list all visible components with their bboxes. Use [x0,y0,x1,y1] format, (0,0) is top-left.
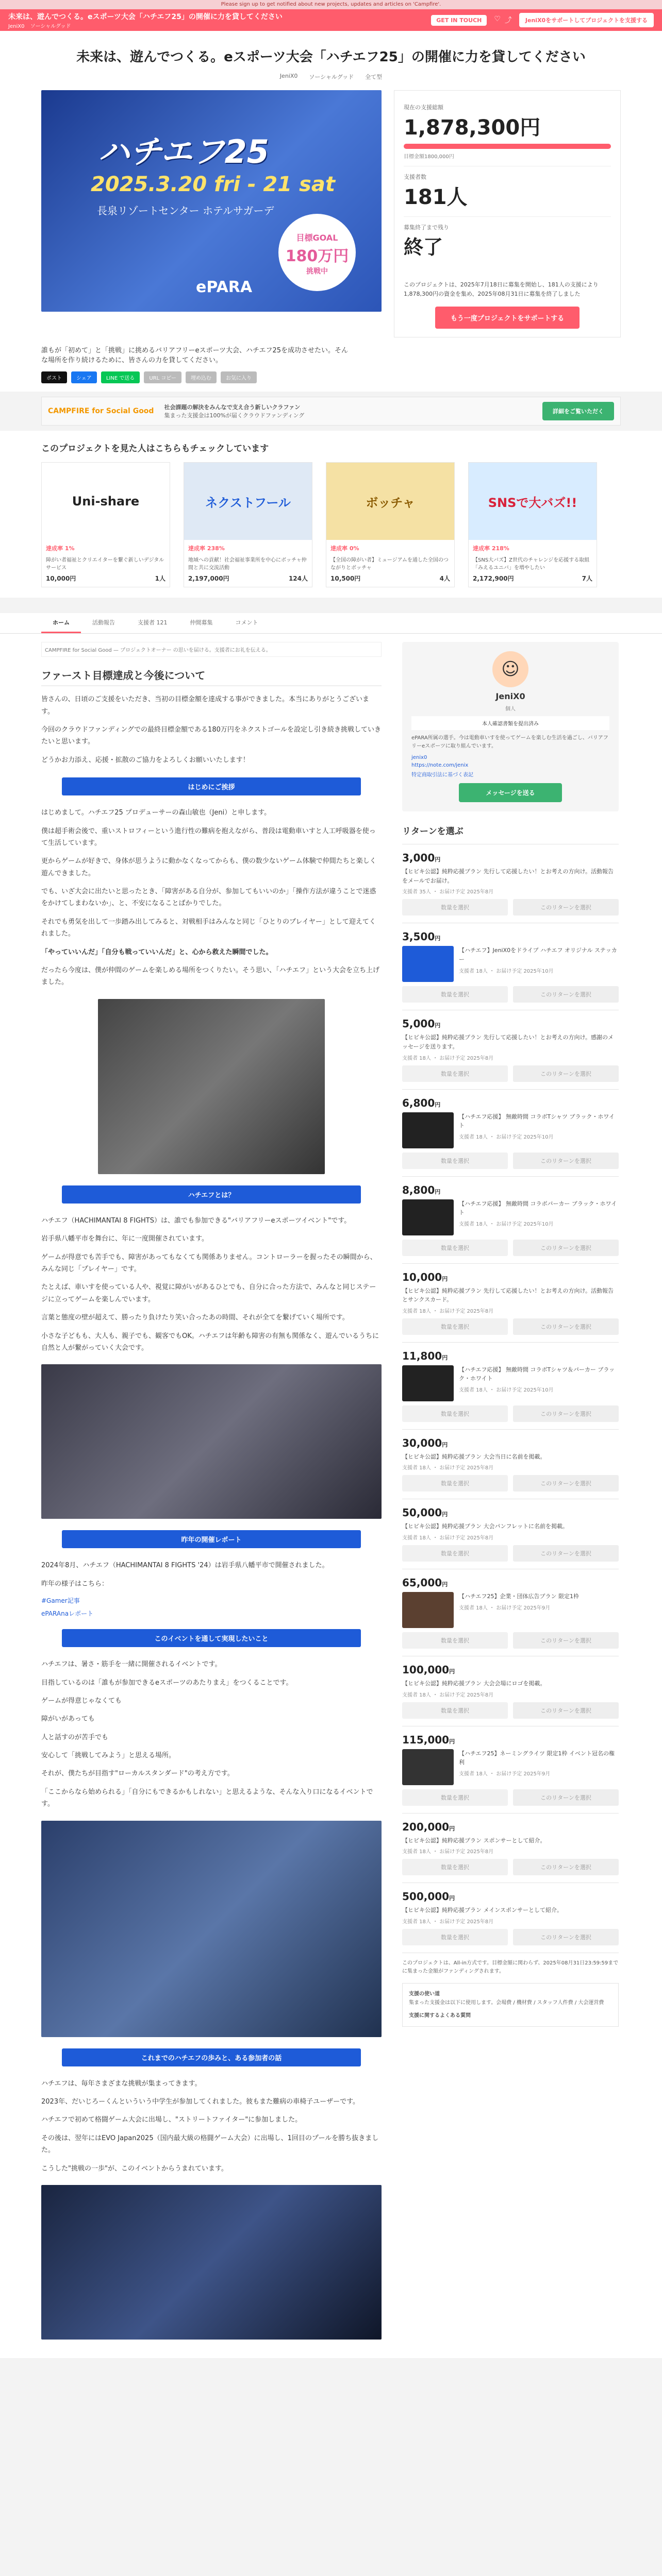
reward-info: 支援者 18人 ・ お届け予定 2025年8月 [402,1849,494,1855]
venue-photo [41,1364,382,1519]
usage-box [402,1983,619,2027]
hero-logo-text: ハチエフ25 [98,133,269,171]
article-paragraph: 岩手県八幡平市を舞台に、年に一度開催されています。 [41,1235,208,1243]
reward-info: 支援者 18人 ・ お届け予定 2025年10月 [459,1387,554,1393]
reward-select-button[interactable]: このリターンを選択 [513,1545,619,1562]
recommend-card[interactable] [41,462,170,587]
hero-place-text: 長泉リゾートセンター ホテルサガーデ [97,205,274,217]
creator-name[interactable]: JeniX0 [495,691,525,702]
reward-item [402,1342,619,1429]
recommend-name: 地域への貢献！社会福祉事業所を中心にボッチャ仲間と共に交流活動 [188,557,307,571]
reward-quantity-button[interactable]: 数量を選択 [402,1789,508,1806]
stats-panel [394,90,621,337]
hero-meta [0,73,662,81]
section-heading: 昨年の開催レポート [62,1530,361,1548]
article-paragraph: ハチエフ（HACHIMANTAI 8 FIGHTS）は、誰でも参加できる"バリアフリーeスポーツイベント"です。 [41,1216,351,1225]
creator-x-link[interactable]: jenix0 [411,755,427,761]
reward-quantity-button[interactable]: 数量を選択 [402,1545,508,1562]
reward-text: 【ヒビキ公認】純粋応援プラン 先行して応援したい！とお考えの方向け。活動報告をメールでお届け。 [402,868,614,884]
report-link-1[interactable]: #Gamer記事 [41,1597,80,1605]
reward-price: 11,800円 [402,1349,448,1362]
reward-price: 100,000円 [402,1663,455,1676]
reward-info: 支援者 35人 ・ お届け予定 2025年8月 [402,889,494,895]
category-link[interactable]: ソーシャルグッド [309,74,354,80]
reward-info: 支援者 18人 ・ お届け予定 2025年8月 [402,1308,494,1314]
topbar-support-button[interactable]: JeniX0をサポートしてプロジェクトを支援する [519,13,654,27]
article [41,642,382,2350]
reward-select-button[interactable]: このリターンを選択 [513,1702,619,1719]
recommend-name: 【全国の障がい者】ミュージアムを通した全国のつながりとボッチャ [330,557,449,571]
reward-quantity-button[interactable]: 数量を選択 [402,1475,508,1492]
article-paragraph: 目指しているのは「誰もが参加できるeスポーツのあたりまえ」をつくることです。 [41,1679,293,1687]
article-paragraph: たとえば、車いすを使っている人や、視覚に障がいがあるひとでも、自分に合った方法で、みんなと同じステージに立ってゲームを楽しんでいます。 [41,1283,376,1303]
reward-select-button[interactable]: このリターンを選択 [513,1240,619,1256]
reward-text: 【ヒビキ公認】純粋応援プラン 先行して応援したい！とお考えの方向け。活動報告とサンクスカード。 [402,1287,614,1303]
share-x-button[interactable]: ポスト [41,371,67,383]
article-paragraph: ハチエフで初めて格闘ゲーム大会に出場し、"ストリートファイター"に参加しました。 [41,2116,302,2124]
reward-item [402,1569,619,1656]
campfire-banner [41,397,621,426]
reward-item [402,1176,619,1263]
article-paragraph: でも、いざ大会に出たいと思ったとき、「障害がある自分が、参加してもいいのか」「操作方法が違うことで迷惑をかけてしまわないか」、と、不安になることばかりでした。 [41,888,376,908]
article-list-item: ゲームが得意じゃなくても [41,1697,122,1705]
reward-info: 支援者 18人 ・ お届け予定 2025年8月 [402,1535,494,1541]
campfire-headline: 社会課題の解決をみんなで支え合う新しいクラファン [164,404,301,411]
article-paragraph: だったら今度は、僕が仲間のゲームを楽しめる場所をつくりたい。そう思い、「ハチエフ」という大会を立ち上げました。 [41,967,379,987]
reward-price: 30,000円 [402,1436,448,1449]
creator-type: 個人 [505,706,516,713]
hero-date-text: 2025.3.20 fri - 21 sat [91,173,335,196]
section-heading: これまでのハチエフの歩みと、ある参加者の話 [62,2048,361,2066]
article-paragraph: こうした"挑戦の一歩"が、このイベントからうまれています。 [41,2164,228,2173]
report-link-2[interactable]: ePARAnaレポート [41,1610,94,1618]
page-title: 未来は、遊んでつくる。eスポーツ大会「ハチエフ25」の開催に力を貸してください [76,49,586,65]
project-tabs [0,613,662,634]
reward-quantity-button[interactable]: 数量を選択 [402,899,508,916]
goal-badge [278,214,356,291]
recommend-amount: 10,500円 4人 [330,575,450,583]
reward-info: 支援者 18人 ・ お届け予定 2025年8月 [402,1692,494,1698]
tab-backers[interactable]: 支援者 121 [138,619,168,626]
article-paragraph: 言葉と態度の壁が超えて、勝ったり負けたり笑い合ったあの時間、それが全てを繋げていく場所です。 [41,1314,349,1322]
recommend-amount: 2,172,900円 7人 [473,575,592,583]
reward-text: 【ヒビキ公認】純粋応援プラン メインスポンサーとして紹介。 [402,1907,562,1914]
reward-item [402,1656,619,1726]
article-paragraph: その後は、翌年にはEVO Japan2025（国内最大級の格闘ゲーム大会）に出場し、1回目のプールを勝ち抜きました。 [41,2134,379,2155]
progress-bar [404,144,611,149]
topbar-category[interactable]: ソーシャルグッド [30,23,71,29]
article-list-item: 障がいがあっても [41,1715,95,1723]
rewards-title: リターンを選ぶ [402,826,464,837]
recommend-thumb: ボッチャ [326,463,454,540]
reward-item [402,844,619,923]
creator-note-link[interactable]: https://note.com/jenix [411,762,469,769]
reward-info: 支援者 18人 ・ お届け予定 2025年9月 [459,1771,551,1777]
stage-photo [41,1821,382,2037]
article-paragraph: 昨年の様子はこちら： [41,1580,109,1588]
reward-item [402,1813,619,1883]
article-paragraph: 「やっていいんだ」「自分も戦っていいんだ」と、心から救えた瞬間でした。 [41,948,273,956]
remain-label: 募集終了まで残り [404,224,449,231]
event-photo [98,999,325,1174]
article-paragraph: ハチエフは、暑さ・筋手を一緒に開催されるイベントです。 [41,1660,222,1669]
goal-note: 目標金額1800,000円 [404,154,454,160]
topbar-sub [8,22,424,29]
creator-card [402,642,619,811]
reward-quantity-button[interactable]: 数量を選択 [402,1702,508,1719]
reward-item [402,1499,619,1569]
recommend-title: このプロジェクトを見た人はこちらもチェックしています [41,444,269,454]
reward-quantity-button[interactable]: 数量を選択 [402,1929,508,1945]
tab-members[interactable]: 仲間募集 [190,619,213,626]
share-facebook-button[interactable]: シェア [71,371,97,383]
raised-amount: 1,878,300円 [404,116,541,140]
reward-price: 500,000円 [402,1890,455,1903]
reward-select-button[interactable]: このリターンを選択 [513,899,619,916]
raised-label: 現在の支援総額 [404,104,443,111]
funding-note: このプロジェクトは、All-in方式です。目標金額に関わらず、2025年08月31日23:59:59までに集まった金額がファンディングされます。 [402,1953,619,1976]
campfire-logo: CAMPFIRE for Social Good [48,407,154,416]
article-paragraph: 僕は超手術会後で、重いストロフィーという進行性の難病を抱えながら、普段は電動車いすと人工呼吸器を使って生活しています。 [41,827,376,847]
reward-text: 【ハチエフ25】企業・団体広告プラン 限定1枠 [459,1592,580,1600]
reward-select-button[interactable]: このリターンを選択 [513,1929,619,1945]
reward-quantity-button[interactable]: 数量を選択 [402,1318,508,1335]
usage-text: 集まった支援金は以下に使用します。会場費 / 機材費 / スタッフ人件費 / 大会運営費 [409,1999,604,2006]
hero-description: 誰もが「初めて」と「挑戦」に挑めるバリアフリーeスポーツ大会、ハチエフ25を成功させたい。そんな場所を作り続けるために、皆さんの力を貸してください。 [41,347,348,365]
section-heading: ハチエフとは？ [62,1185,361,1204]
hero-brand-text: ePARA [196,278,253,296]
article-heading: ファースト目標達成と今後について [41,667,382,686]
reward-quantity-button[interactable]: 数量を選択 [402,1240,508,1256]
reward-price: 5,000円 [402,1018,441,1030]
reward-text: 【ハチエフ応援】 無敵時間 コラボTシャツ＆パーカー ブラック・ホワイト [459,1366,615,1382]
reward-thumb [402,1592,454,1628]
top-bar [0,9,662,31]
reward-item [402,1263,619,1342]
recommend-thumb: Uni-share [42,463,170,540]
campfire-detail-button[interactable]: 詳細をご覧いただく [542,402,614,420]
article-paragraph: それでも勇気を出して一歩踏み出してみると、対戦相手はみんなと同じ「ひとりのプレイヤー」として迎えてくれました。 [41,918,376,938]
usage-title: 支援の使い道 [409,1991,440,1997]
share-icon[interactable]: ⤴ [504,16,512,25]
hero-section [0,31,662,392]
tab-reports[interactable]: 活動報告 [92,619,115,626]
tab-comments[interactable]: コメント [235,619,258,626]
reward-select-button[interactable]: このリターンを選択 [513,1632,619,1649]
article-paragraph: はじめまして。ハチエフ25 プロデューサーの森山敏也（Jeni）と申します。 [41,809,271,817]
topbar-creator[interactable]: JeniX0 [8,23,25,29]
reward-item [402,1010,619,1089]
hero-main [0,90,662,337]
reward-text: 【ハチエフ応援】 無敵時間 コラボパーカー ブラック・ホワイト [459,1200,617,1216]
reward-quantity-button[interactable]: 数量を選択 [402,1153,508,1169]
recommend-pct: 達成率 0% [330,545,359,552]
sidebar [402,642,619,2350]
reward-text: 【ハチエフ応援】 無敵時間 コラボTシャツ ブラック・ホワイト [459,1113,615,1129]
reward-text: 【ヒビキ公認】純粋応援プラン 大会パンフレットに名前を掲載。 [402,1523,568,1530]
get-in-touch-button[interactable]: GET IN TOUCH [431,15,487,26]
embed-button[interactable]: 埋め込む [186,371,217,383]
article-paragraph: どうかお力添え、応援・拡散のご協力をよろしくお願いいたします！ [41,756,250,764]
reward-thumb [402,1199,454,1235]
recommend-card[interactable] [326,462,455,587]
goal-badge-line3: 挑戦中 [306,267,328,276]
progress-fill [404,144,611,149]
recommend-card[interactable] [468,462,597,587]
campfire-sub: 集まった支援金は100%が届くクラウドファンディング [164,412,305,419]
reward-price: 200,000円 [402,1820,455,1833]
reward-price: 115,000円 [402,1733,455,1746]
share-line-button[interactable]: LINE で送る [101,371,140,383]
reward-price: 3,000円 [402,852,441,865]
article-paragraph: 2023年、だいじろーくんといういう中学生が参加してくれました。彼もまた難病の車椅子ユーザーです。 [41,2098,360,2106]
reward-thumb [402,1749,454,1785]
avatar: ☺ [492,651,528,687]
recommend-thumb: SNSで大バズ!! [469,463,597,540]
notice-banner: Please sign up to get notified about new projects, updates and articles on 'Campfire'. [0,0,662,9]
faq-link[interactable]: 支援に関するよくある質問 [409,2012,471,2019]
reward-info: 支援者 18人 ・ お届け予定 2025年8月 [402,1465,494,1471]
reward-price: 65,000円 [402,1576,448,1589]
recommend-card[interactable] [184,462,312,587]
reward-item [402,1089,619,1176]
reward-item [402,923,619,1010]
send-message-button[interactable]: メッセージを送る [459,783,562,802]
recommend-amount: 2,197,000円 124人 [188,575,308,583]
article-paragraph: 今回のクラウドファンディングでの最終目標金額である180万円をネクストゴールを設定し引き続き挑戦していきたいと思います。 [41,725,381,746]
reward-price: 10,000円 [402,1270,448,1283]
reward-quantity-button[interactable]: 数量を選択 [402,1632,508,1649]
article-paragraph: 2024年8月、ハチエフ（HACHIMANTAI 8 FIGHTS '24）は岩手県八幡平市で開催されました。 [41,1562,329,1570]
reward-text: 【ヒビキ公認】純粋応援プラン スポンサーとして紹介。 [402,1837,546,1844]
main-content [0,634,662,2358]
section-heading: はじめにご挨拶 [62,777,361,795]
recommend-thumb: ネクストフール [184,463,312,540]
funding-type: 全て型 [365,74,383,80]
reward-info: 支援者 18人 ・ お届け予定 2025年9月 [459,1605,551,1611]
player-photo [41,2185,382,2340]
reward-select-button[interactable]: このリターンを選択 [513,1405,619,1422]
reward-select-button[interactable]: このリターンを選択 [513,1475,619,1492]
reward-thumb [402,1112,454,1148]
reward-thumb [402,1365,454,1401]
goal-badge-line1: 目標GOAL [296,233,338,243]
goal-badge-line2: 180万円 [285,247,349,265]
reward-select-button[interactable]: このリターンを選択 [513,1859,619,1875]
section-heading: このイベントを通して実現したいこと [62,1629,361,1647]
article-paragraph: 更からゲームが好きで、身体が思うように動かなくなってからも、僕の数少ないゲーム体験で仲間たちと楽しく遊んできました。 [41,857,376,877]
article-paragraph: ゲームが得意でも苦手でも、障害があってもなくても関係ありません。コントローラーを握ったその瞬間から、みんな同じ「プレイヤー」です。 [41,1253,377,1273]
reward-info: 支援者 18人 ・ お届け予定 2025年10月 [459,1134,554,1140]
reward-text: 【ハチエフ】JeniX0をドライブ ハチエフ オリジナル ステッカー [459,947,617,963]
recommend-name: 【SNS大バズ】Z世代のチャレンジを応援する取組「みえるユニバ」を増やしたい [473,557,590,571]
creator-link[interactable]: JeniX0 [279,73,298,79]
reward-price: 8,800円 [402,1183,441,1196]
reward-quantity-button[interactable]: 数量を選択 [402,1405,508,1422]
article-paragraph: それが、僕たちが目指す"ローカルスタンダード"の考え方です。 [41,1770,234,1778]
recommend-pct: 達成率 1% [46,545,75,552]
hero-image [41,90,382,312]
reward-select-button[interactable]: このリターンを選択 [513,986,619,1003]
reward-quantity-button[interactable]: 数量を選択 [402,1859,508,1875]
support-note: このプロジェクトは、2025年7月18日に募集を開始し、181人の支援により1,878,300円の資金を集め、2025年08月31日に募集を終了しました [404,281,599,297]
backers-count: 181人 [404,185,468,209]
reward-price: 50,000円 [402,1506,448,1519]
reward-item [402,1883,619,1953]
creator-desc: ePARA所属の選手。今は電動車いすを使ってゲームを楽しむ生活を過ごし、バリアフリーeスポーツに取り組んでいます。 [411,735,608,750]
article-paragraph: 小さな子どもも、大人も、親子でも、観客でもOK。ハチエフは年齢も障害の有無も関係なく、遊んでいるうちに自然と人が繋がっていく大会です。 [41,1332,379,1352]
topbar-icons [494,15,512,25]
reward-quantity-button[interactable]: 数量を選択 [402,986,508,1003]
recommend-section [0,431,662,598]
support-again-button[interactable]: もう一度プロジェクトをサポートする [435,307,580,329]
reward-select-button[interactable]: このリターンを選択 [513,1789,619,1806]
reward-thumb [402,946,454,982]
recommend-pct: 達成率 238% [188,545,225,552]
reward-price: 6,800円 [402,1096,441,1109]
recommend-name: 障がい者福祉とクリエイターを繋ぐ新しいデジタルサービス [46,557,164,571]
reward-text: 【ヒビキ公認】純粋応援プラン 先行して応援したい！とお考えの方向け。感謝のメッセージを送ります。 [402,1034,614,1050]
reward-list [402,844,619,1953]
reward-info: 支援者 18人 ・ お届け予定 2025年8月 [402,1055,494,1061]
heart-icon[interactable]: ♡ [494,15,501,23]
verified-badge: 本人確認書類を提出済み [411,716,609,730]
reward-item [402,1726,619,1813]
campfire-text [164,403,532,419]
favorite-button[interactable]: お気に入り [221,371,257,383]
recommend-amount: 10,000円 1人 [46,575,166,583]
share-row [0,371,662,392]
article-paragraph: 安心して「挑戦してみよう」と思える場所。 [41,1752,176,1760]
legal-link[interactable]: 特定商取引法に基づく表記 [411,772,473,778]
article-paragraph: 「ここからなら始められる」「自分にもできるかもしれない」と思えるような、そんな入り口になるイベントです。 [41,1788,373,1808]
article-list-item: 人と話すのが苦手でも [41,1733,109,1741]
reward-text: 【ヒビキ公認】純粋応援プラン 大会当日に名前を掲載。 [402,1453,546,1460]
recommend-cards [41,462,621,587]
reward-info: 支援者 18人 ・ お届け予定 2025年8月 [402,1919,494,1925]
reward-quantity-button[interactable]: 数量を選択 [402,1065,508,1082]
recommend-pct: 達成率 218% [473,545,509,552]
reward-text: 【ハチエフ25】ネーミングライツ 限定1枠 イベント冠名の権利 [459,1750,615,1766]
copy-url-button[interactable]: URL コピー [144,371,181,383]
reward-info: 支援者 18人 ・ お届け予定 2025年10月 [459,1221,554,1227]
article-paragraph: 皆さんの、日頃のご支援をいただき、当初の目標金額を達成する事ができました。本当にありがとうございます。 [41,696,369,716]
reward-price: 3,500円 [402,930,441,943]
reward-select-button[interactable]: このリターンを選択 [513,1065,619,1082]
reward-text: 【ヒビキ公認】純粋応援プラン 大会会場にロゴを掲載。 [402,1680,546,1687]
topbar-title: 未来は、遊んでつくる。eスポーツ大会「ハチエフ25」の開催に力を貸してください [8,12,283,21]
remain-value: 終了 [404,236,443,259]
reward-select-button[interactable]: このリターンを選択 [513,1318,619,1335]
article-paragraph: ハチエフは、毎年さまざまな挑戦が集まってきます。 [41,2079,202,2088]
tab-home[interactable]: ホーム [41,613,81,633]
reward-select-button[interactable]: このリターンを選択 [513,1153,619,1169]
reward-info: 支援者 18人 ・ お届け予定 2025年10月 [459,968,554,974]
reward-item [402,1429,619,1499]
campfire-small-banner: CAMPFIRE for Social Good — プロジェクトオーナー の思いを届ける。支援者にお礼を伝える。 [41,642,382,657]
backers-label: 支援者数 [404,174,426,180]
